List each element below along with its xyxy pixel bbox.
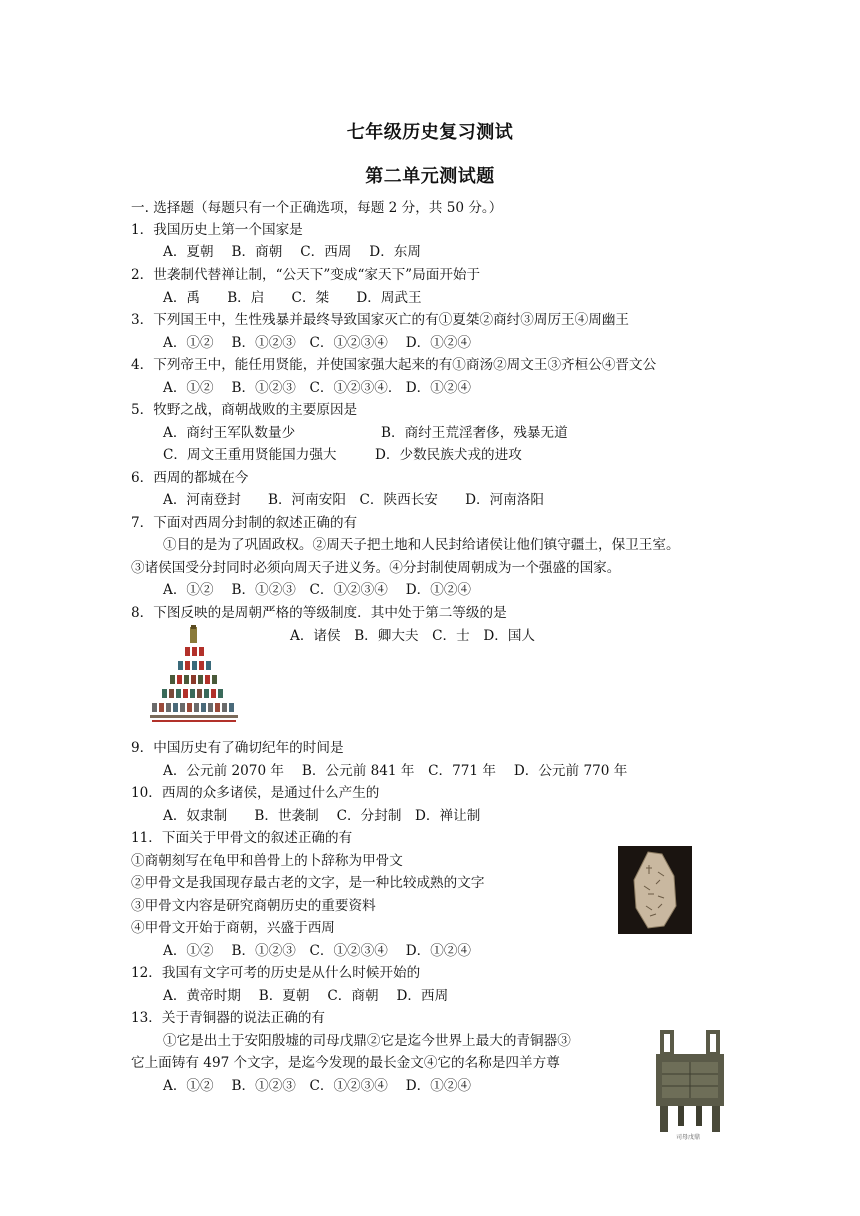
question-4-stem: 4．下列帝王中，能任用贤能，并使国家强大起来的有①商汤②周文王③齐桓公④晋文公 bbox=[131, 357, 657, 373]
pyramid-tier-6 bbox=[152, 703, 234, 712]
section-heading: 一. 选择题（每题只有一个正确选项，每题 2 分，共 50 分。） bbox=[131, 200, 503, 216]
question-5-option-b: B．商纣王荒淫奢侈，残暴无道 bbox=[381, 425, 568, 441]
question-8-options: A．诸侯 B．卿大夫 C．士 D．国人 bbox=[290, 628, 536, 644]
question-2-stem: 2．世袭制代替禅让制，“公天下”变成“家天下”局面开始于 bbox=[131, 267, 481, 283]
question-7-body-1: ①目的是为了巩固政权。②周天子把土地和人民封给诸侯让他们镇守疆土，保卫王室。 bbox=[163, 537, 680, 553]
pyramid-tier-3 bbox=[178, 661, 211, 670]
question-13-body-2: 它上面铸有 497 个文字，是迄今发现的最长金文④它的名称是四羊方尊 bbox=[131, 1055, 560, 1071]
question-11-body-1: ①商朝刻写在龟甲和兽骨上的卜辞称为甲骨文 bbox=[131, 853, 403, 869]
oracle-bone-figure bbox=[618, 846, 692, 934]
question-12-stem: 12．我国有文字可考的历史是从什么时候开始的 bbox=[131, 965, 421, 981]
question-1-stem: 1．我国历史上第一个国家是 bbox=[131, 222, 303, 238]
pyramid-base-row bbox=[150, 715, 238, 722]
question-11-body-2: ②甲骨文是我国现存最古老的文字，是一种比较成熟的文字 bbox=[131, 875, 485, 891]
question-4-options: A．①② B．①②③ C．①②③④． D．①②④ bbox=[163, 380, 472, 396]
pyramid-tier-2 bbox=[185, 647, 204, 656]
question-10-stem: 10．西周的众多诸侯，是通过什么产生的 bbox=[131, 785, 380, 801]
question-5-option-d: D．少数民族犬戎的进攻 bbox=[375, 447, 522, 463]
question-13-body-1: ①它是出土于安阳殷墟的司母戊鼎②它是迄今世界上最大的青铜器③ bbox=[163, 1033, 571, 1049]
question-12-options: A．黄帝时期 B．夏朝 C．商朝 D．西周 bbox=[163, 988, 449, 1004]
question-7-body-2: ③诸侯国受分封同时必须向周天子进义务。④分封制使周朝成为一个强盛的国家。 bbox=[131, 560, 621, 576]
question-6-options: A．河南登封 B．河南安阳 C．陕西长安 D．河南洛阳 bbox=[163, 492, 544, 508]
question-3-stem: 3．下列国王中，生性残暴并最终导致国家灭亡的有①夏桀②商纣③周厉王④周幽王 bbox=[131, 312, 630, 328]
question-7-options: A．①② B．①②③ C．①②③④ D．①②④ bbox=[163, 582, 472, 598]
question-7-stem: 7．下面对西周分封制的叙述正确的有 bbox=[131, 515, 358, 531]
question-9-stem: 9．中国历史有了确切纪年的时间是 bbox=[131, 740, 344, 756]
question-2-options: A．禹 B．启 C．桀 D．周武王 bbox=[163, 290, 422, 306]
question-5-option-c: C．周文王重用贤能国力强大 bbox=[163, 447, 337, 463]
question-13-stem: 13．关于青铜器的说法正确的有 bbox=[131, 1010, 326, 1026]
question-11-body-4: ④甲骨文开始于商朝，兴盛于西周 bbox=[131, 920, 335, 936]
question-5-stem: 5．牧野之战，商朝战败的主要原因是 bbox=[131, 402, 358, 418]
question-10-options: A．奴隶制 B．世袭制 C．分封制 D．禅让制 bbox=[163, 808, 481, 824]
question-8-stem: 8．下图反映的是周朝严格的等级制度．其中处于第二等级的是 bbox=[131, 605, 507, 621]
question-13-options: A．①② B．①②③ C．①②③④ D．①②④ bbox=[163, 1078, 472, 1094]
ding-caption: 司母戊鼎 bbox=[676, 1134, 701, 1141]
question-5-option-a: A．商纣王军队数量少 bbox=[163, 425, 296, 441]
question-1-options: A．夏朝 B．商朝 C．西周 D．东周 bbox=[163, 244, 421, 260]
hierarchy-pyramid-figure bbox=[148, 625, 240, 725]
pyramid-tier-5 bbox=[162, 689, 223, 698]
pyramid-tier-4 bbox=[170, 675, 217, 684]
question-11-body-3: ③甲骨文内容是研究商朝历史的重要资料 bbox=[131, 898, 376, 914]
document-subtitle: 第二单元测试题 bbox=[365, 166, 495, 187]
question-9-options: A．公元前 2070 年 B．公元前 841 年 C．771 年 D．公元前 770 年 bbox=[163, 763, 628, 779]
document-title: 七年级历史复习测试 bbox=[346, 122, 514, 143]
pyramid-king-figure bbox=[190, 625, 197, 643]
question-11-options: A．①② B．①②③ C．①②③④ D．①②④ bbox=[163, 943, 472, 959]
bronze-ding-figure bbox=[652, 1030, 728, 1146]
question-6-stem: 6．西周的都城在今 bbox=[131, 470, 249, 486]
question-3-options: A．①② B．①②③ C．①②③④ D．①②④ bbox=[163, 335, 472, 351]
question-11-stem: 11．下面关于甲骨文的叙述正确的有 bbox=[131, 830, 353, 846]
